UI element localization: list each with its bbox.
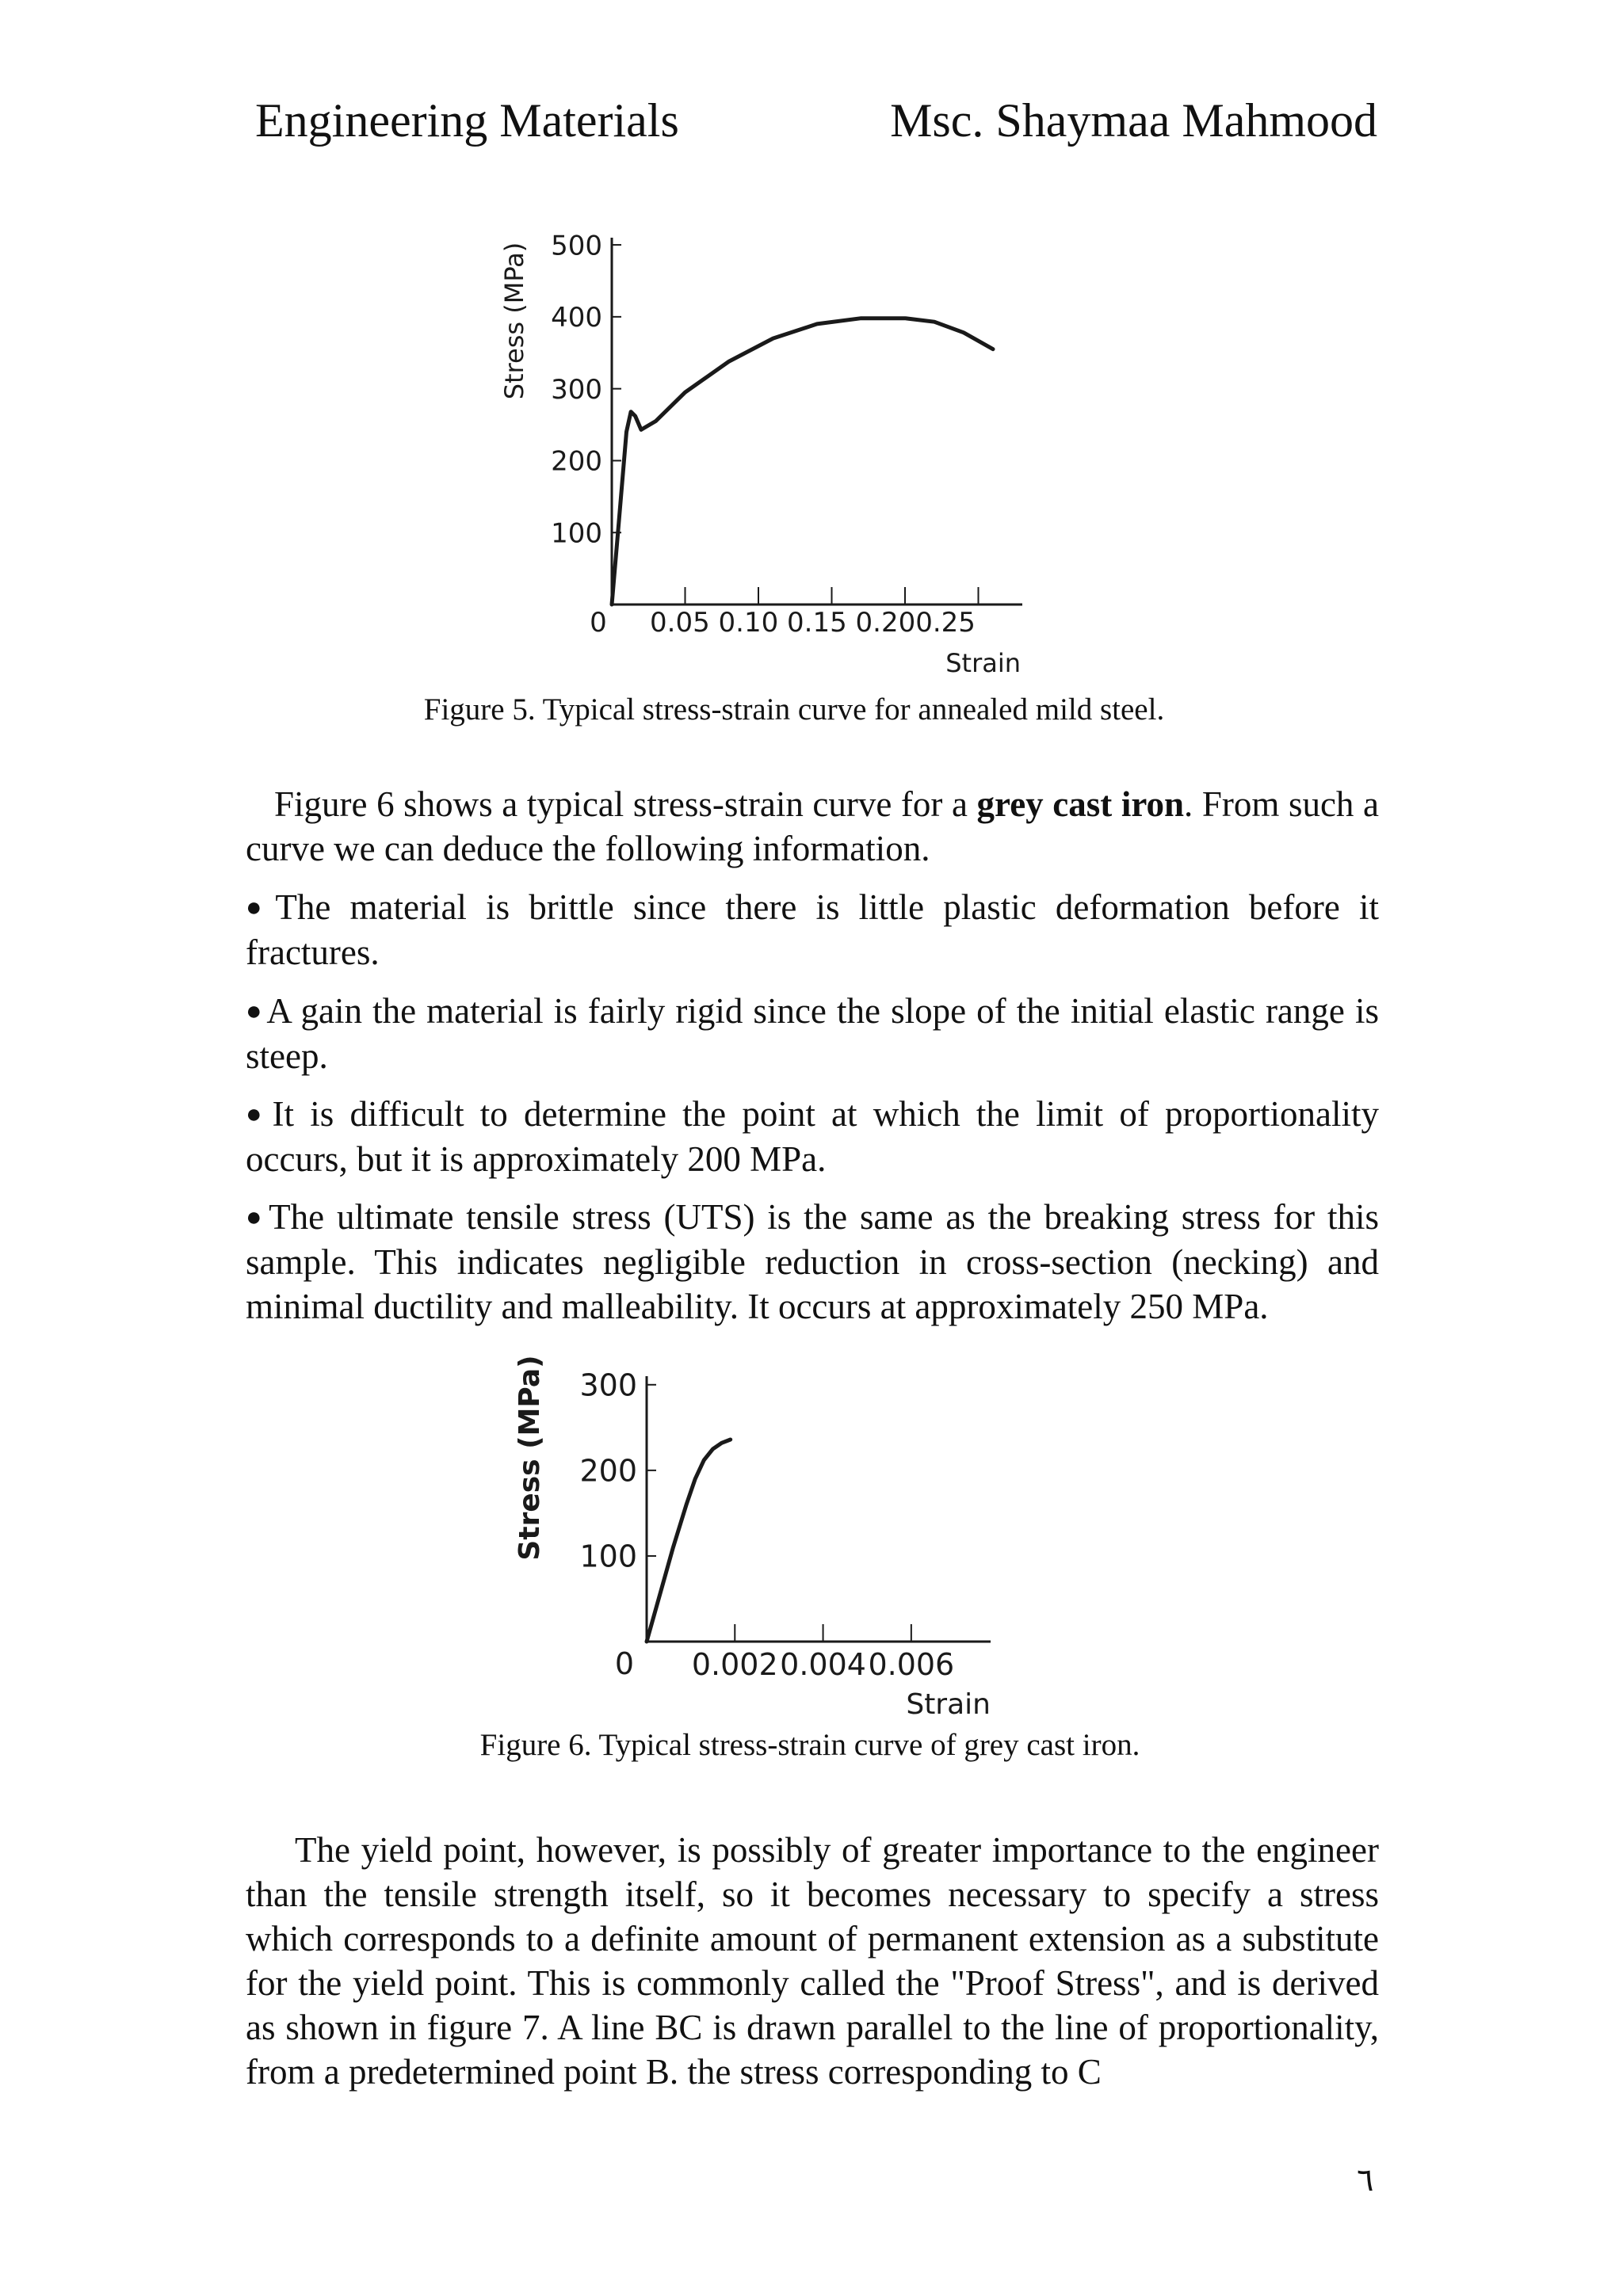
bullet-item <box>246 1092 1379 1181</box>
bullet-text: The material is brittle since there is little plastic deformation before it fractures. <box>246 887 1379 972</box>
figure-5-caption: Figure 5. Typical stress-strain curve for annealed mild steel. <box>423 692 1165 727</box>
paragraph-proof-stress: The yield point, however, is possibly of greater importance to the engineer than the tensile strength itself, so it becomes necessary to specify a stress which corresponds to a definite amount of permanent extension as a substitute for the yield point. This is commonly called the "Proof Stress", and is derived as shown in figure 7. A line BC is drawn parallel to the line of proportionality, from a predetermined point B. the stress corresponding to C <box>246 1830 1379 2092</box>
x-axis-label: Strain <box>906 1688 991 1721</box>
x-tick-labels <box>692 1624 954 1682</box>
figure-6-chart <box>491 1351 999 1723</box>
intro-text-start: Figure 6 shows a typical stress-strain curve for a <box>274 784 977 824</box>
origin-label: 0 <box>590 607 607 639</box>
x-tick-labels-text: 0.05 0.10 0.15 0.200.25 <box>650 607 976 639</box>
header-author: Msc. Shaymaa Mahmood <box>890 94 1377 147</box>
y-tick-label: 500 <box>551 230 602 262</box>
intro-bold-term: grey cast iron <box>976 784 1185 824</box>
y-tick-label: 200 <box>551 445 602 478</box>
y-axis-label: Stress (MPa) <box>499 242 529 400</box>
figure-6 <box>491 1351 999 1723</box>
x-tick-label: 0.004 <box>780 1647 866 1682</box>
header-title: Engineering Materials <box>255 94 679 147</box>
bullet-icon: ● <box>246 1203 266 1232</box>
bullet-icon: ● <box>246 1100 269 1129</box>
x-tick-label: 0.002 <box>691 1647 778 1682</box>
figure-5-chart <box>475 210 1046 685</box>
y-tick-label: 300 <box>579 1367 637 1403</box>
bullet-icon: ● <box>246 893 273 922</box>
x-axis-label: Strain <box>945 648 1021 678</box>
stress-strain-curve <box>612 318 993 605</box>
bullet-icon: ● <box>246 997 264 1026</box>
stress-strain-curve <box>647 1440 731 1642</box>
origin-label: 0 <box>614 1646 635 1681</box>
figure-6-caption: Figure 6. Typical stress-strain curve of grey cast iron. <box>479 1728 1140 1762</box>
bullet-text: The ultimate tensile stress (UTS) is the same as the breaking stress for this sample. This indicates negligible reduction in cross-section (necking) and minimal ductility and malleability. It occurs at approximately 250 MPa. <box>246 1197 1379 1326</box>
y-tick-label: 100 <box>551 517 602 550</box>
x-tick-label: 0.006 <box>868 1647 955 1682</box>
bullet-item <box>246 1195 1379 1329</box>
y-tick-labels <box>579 1367 656 1573</box>
figure-5 <box>475 210 1046 685</box>
x-tick-labels <box>685 587 979 605</box>
bullet-item <box>246 885 1379 974</box>
intro-text-end: . From such a curve we can deduce the following information. <box>246 784 1379 868</box>
y-tick-label: 400 <box>551 302 602 334</box>
y-tick-label: 300 <box>551 373 602 406</box>
y-tick-label: 100 <box>579 1539 637 1574</box>
y-axis-label: Stress (MPa) <box>514 1355 546 1561</box>
bullet-text: A gain the material is fairly rigid since the slope of the initial elastic range is steep. <box>246 991 1379 1076</box>
bullet-item <box>246 989 1379 1078</box>
y-tick-label: 200 <box>579 1453 637 1489</box>
page-number: ٦ <box>1357 2162 1374 2198</box>
paragraph-intro <box>246 782 1379 871</box>
bullet-text: It is difficult to determine the point at which the limit of proportionality occurs, but it is approximately 200 MPa. <box>246 1094 1379 1179</box>
